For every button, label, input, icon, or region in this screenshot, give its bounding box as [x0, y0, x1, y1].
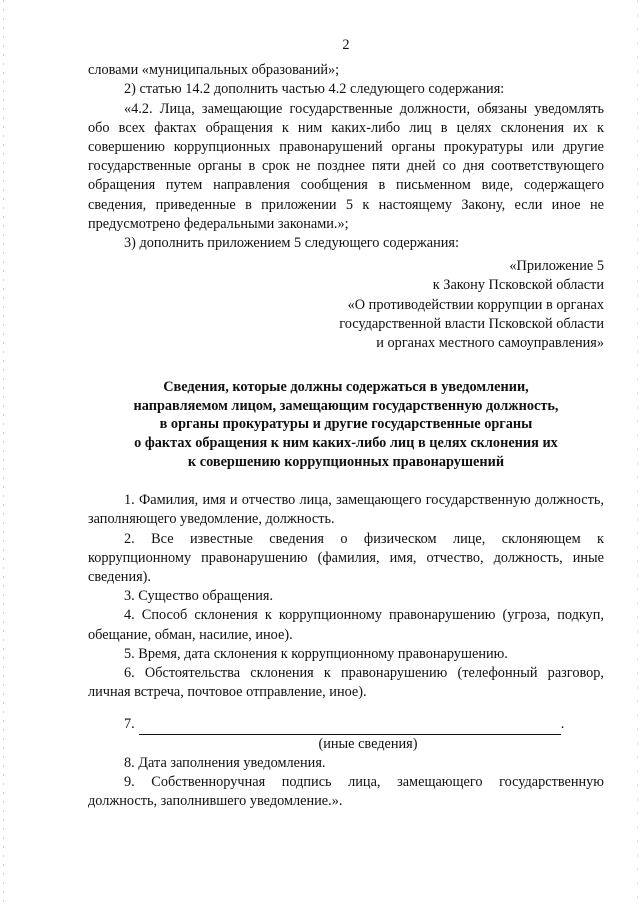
- attachment-line: к Закону Псковской области: [432, 277, 604, 294]
- scan-edge-right: [637, 0, 638, 905]
- list-item: 8. Дата заполнения уведомления.: [124, 754, 326, 771]
- document-page: [88, 36, 604, 811]
- intro-clause-4-2: «4.2. Лица, замещающие государственные должности, обязаны уведомлять обо всех фактах обращения к ним каких-либо лиц в целях склонения их к совершению коррупционных правонарушений органы прокуратуры или другие государственные органы в срок не позднее пяти дней со дня соответствующего обращения путем направления сообщения в письменном виде, содержащего сведения, приведенные в приложении 5 к настоящему Закону, если иное не предусмотрено федеральными законами.»;: [88, 100, 604, 232]
- item-7-number: 7.: [124, 716, 135, 733]
- blank-caption: (иные сведения): [318, 735, 418, 752]
- fill-in-blank: [139, 720, 561, 735]
- item-7-end: .: [560, 716, 565, 733]
- section-heading: [88, 378, 604, 471]
- intro-item-2: 2) статью 14.2 дополнить частью 4.2 следующего содержания:: [124, 81, 505, 98]
- intro-item-3: 3) дополнить приложением 5 следующего содержания:: [124, 235, 459, 252]
- list-item: 3. Существо обращения.: [124, 588, 274, 605]
- list-item: 9. Собственноручная подпись лица, замещающего государственную должность, заполнившего уведомление.».: [88, 774, 604, 810]
- heading-line: Сведения, которые должны содержаться в уведомлении,: [163, 379, 529, 396]
- heading-line: к совершению коррупционных правонарушений: [187, 453, 505, 470]
- heading-line: направляемом лицом, замещающим государственную должность,: [133, 397, 559, 414]
- intro-line-1: словами «муниципальных образований»;: [88, 62, 340, 79]
- attachment-header: [88, 257, 604, 353]
- attachment-line: «Приложение 5: [509, 258, 604, 275]
- attachment-line: «О противодействии коррупции в органах: [347, 296, 604, 313]
- list-item: 5. Время, дата склонения к коррупционному правонарушению.: [124, 645, 508, 662]
- page-number: 2: [342, 37, 350, 53]
- scan-edge-left: [3, 0, 4, 905]
- item-7-line: [88, 715, 604, 734]
- heading-line: о фактах обращения к ним каких-либо лиц в целях склонения их: [134, 435, 558, 452]
- attachment-line: и органах местного самоуправления»: [376, 335, 604, 352]
- attachment-line: государственной власти Псковской области: [339, 315, 604, 332]
- list-item: 2. Все известные сведения о физическом лице, склоняющем к коррупционному правонарушению (фамилия, имя, отчество, должность, иные сведения).: [88, 530, 604, 586]
- list-item: 4. Способ склонения к коррупционному правонарушению (угроза, подкуп, обещание, обман, насилие, иное).: [88, 607, 604, 643]
- list-item: 1. Фамилия, имя и отчество лица, замещающего государственную должность, заполняющего уведомление, должность.: [88, 492, 604, 528]
- heading-line: в органы прокуратуры и другие государственные органы: [159, 416, 533, 433]
- list-item: 6. Обстоятельства склонения к правонарушению (телефонный разговор, личная встреча, почтовое отправление, иное).: [88, 665, 604, 701]
- items-list: [88, 491, 604, 702]
